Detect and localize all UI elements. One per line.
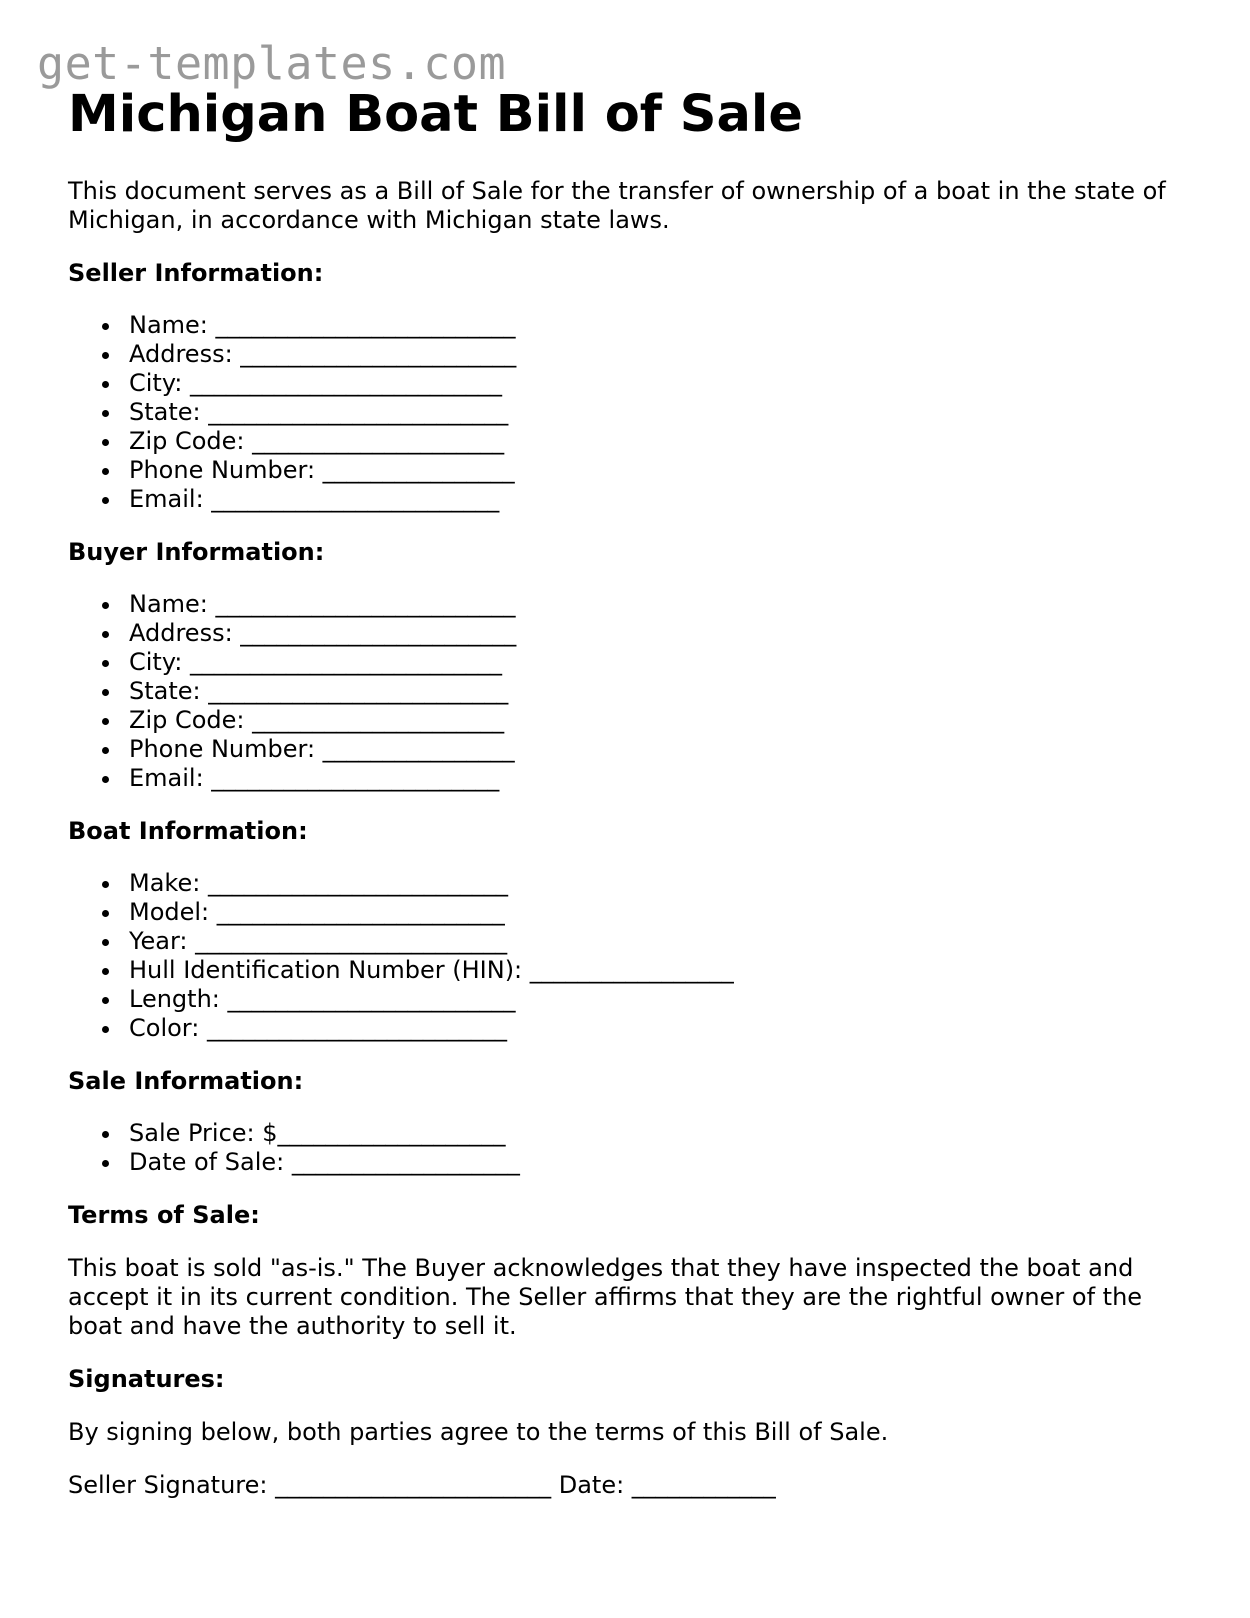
buyer-phone-field: Phone Number: ________________: [68, 735, 1188, 764]
boat-heading: Boat Information:: [68, 817, 308, 845]
seller-state-field: State: _________________________: [68, 398, 1188, 427]
seller-address-field: Address: _______________________: [68, 340, 1188, 369]
seller-heading: Seller Information:: [68, 259, 324, 287]
buyer-heading: Buyer Information:: [68, 538, 325, 566]
sale-heading: Sale Information:: [68, 1067, 304, 1095]
buyer-fields-list: [68, 590, 1188, 793]
buyer-email-field: Email: ________________________: [68, 764, 1188, 793]
buyer-state-field: State: _________________________: [68, 677, 1188, 706]
seller-phone-field: Phone Number: ________________: [68, 456, 1188, 485]
signatures-intro: By signing below, both parties agree to the terms of this Bill of Sale.: [68, 1418, 889, 1446]
seller-name-field: Name: _________________________: [68, 311, 1188, 340]
sale-fields-list: [68, 1119, 1188, 1177]
seller-city-field: City: __________________________: [68, 369, 1188, 398]
boat-model-field: Model: ________________________: [68, 898, 1188, 927]
seller-zip-field: Zip Code: _____________________: [68, 427, 1188, 456]
boat-fields-list: [68, 869, 1188, 1043]
signatures-heading: Signatures:: [68, 1365, 225, 1393]
document-page: [68, 84, 1188, 1500]
buyer-city-field: City: __________________________: [68, 648, 1188, 677]
buyer-zip-field: Zip Code: _____________________: [68, 706, 1188, 735]
buyer-address-field: Address: _______________________: [68, 619, 1188, 648]
buyer-name-field: Name: _________________________: [68, 590, 1188, 619]
boat-length-field: Length: ________________________: [68, 985, 1188, 1014]
sale-price-field: Sale Price: $___________________: [68, 1119, 1188, 1148]
intro-paragraph: This document serves as a Bill of Sale for the transfer of ownership of a boat in the state of Michigan, in accordance with Michigan state laws.: [68, 177, 1166, 234]
seller-fields-list: [68, 311, 1188, 514]
sale-date-field: Date of Sale: ___________________: [68, 1148, 1188, 1177]
terms-heading: Terms of Sale:: [68, 1201, 260, 1229]
document-title: Michigan Boat Bill of Sale: [68, 85, 803, 144]
terms-paragraph: This boat is sold "as-is." The Buyer acknowledges that they have inspected the boat and accept it in its current condition. The Seller affirms that they are the rightful owner of the boat and have the authority to sell it.: [68, 1254, 1143, 1340]
boat-year-field: Year: __________________________: [68, 927, 1188, 956]
seller-email-field: Email: ________________________: [68, 485, 1188, 514]
boat-color-field: Color: _________________________: [68, 1014, 1188, 1043]
boat-hin-field: Hull Identification Number (HIN): _________________: [68, 956, 1188, 985]
boat-make-field: Make: _________________________: [68, 869, 1188, 898]
watermark: get-templates.com: [37, 37, 507, 90]
seller-signature-line: Seller Signature: _______________________ Date: ____________: [68, 1471, 776, 1499]
